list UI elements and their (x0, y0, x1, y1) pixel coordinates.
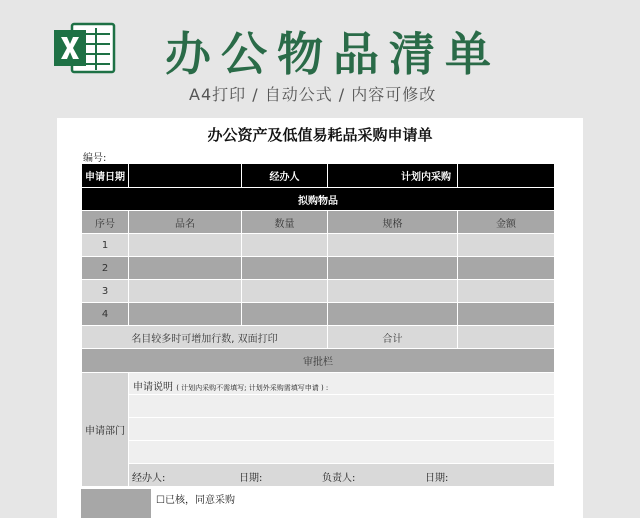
date-sign-label: 日期: (239, 473, 263, 484)
quantity-cell[interactable] (242, 280, 328, 303)
row-number: 4 (82, 303, 129, 326)
total-label: 合计 (328, 326, 458, 349)
divider (129, 440, 554, 441)
purchase-form-table (81, 163, 555, 487)
amount-cell[interactable] (458, 303, 555, 326)
row-number: 2 (82, 257, 129, 280)
column-header-row (82, 211, 555, 234)
column-header: 品名 (129, 211, 242, 234)
date-sign-label: 日期: (425, 473, 449, 484)
application-area[interactable] (129, 373, 555, 487)
application-note: ( 计划内采购不需填写; 计划外采购需填写申请 ) : (176, 384, 329, 392)
item-name-cell[interactable] (129, 303, 242, 326)
divider (129, 394, 554, 395)
document-number-label: 编号: (83, 153, 107, 164)
application-row (82, 373, 555, 487)
item-name-cell[interactable] (129, 257, 242, 280)
table-row (82, 280, 555, 303)
table-row (82, 257, 555, 280)
total-row (82, 326, 555, 349)
section-header-row (82, 188, 555, 211)
table-row (82, 234, 555, 257)
document-sheet (57, 118, 583, 518)
page-subtitle: A4打印 / 自动公式 / 内容可修改 (189, 85, 437, 104)
handler-sign-label: 经办人: (132, 473, 166, 484)
excel-icon (52, 20, 116, 76)
item-name-cell[interactable] (129, 280, 242, 303)
quantity-cell[interactable] (242, 234, 328, 257)
page-title: 办公物品清单 (165, 27, 501, 81)
plan-cell[interactable] (458, 164, 555, 188)
note-text: 名目较多时可增加行数, 双面打印 (82, 326, 328, 349)
amount-cell[interactable] (458, 280, 555, 303)
approval-check-text[interactable]: ☐已核，同意采购 (156, 495, 235, 506)
quantity-cell[interactable] (242, 257, 328, 280)
spec-cell[interactable] (328, 234, 458, 257)
handler-label: 经办人 (242, 164, 328, 188)
signature-row (129, 464, 554, 486)
column-header: 数量 (242, 211, 328, 234)
item-name-cell[interactable] (129, 234, 242, 257)
handler-cell[interactable] (328, 164, 458, 188)
next-section-label-cell (81, 489, 151, 518)
total-cell[interactable] (458, 326, 555, 349)
table-row (82, 303, 555, 326)
quantity-cell[interactable] (242, 303, 328, 326)
document-title: 办公资产及低值易耗品采购申请单 (207, 126, 433, 144)
date-cell[interactable] (129, 164, 242, 188)
application-label (133, 378, 328, 393)
row-number: 1 (82, 234, 129, 257)
column-header: 序号 (82, 211, 129, 234)
department-label: 申请部门 (82, 373, 129, 487)
date-label: 申请日期 (82, 164, 129, 188)
spec-cell[interactable] (328, 303, 458, 326)
approval-title: 审批栏 (82, 349, 555, 373)
info-row (82, 164, 555, 188)
column-header: 规格 (328, 211, 458, 234)
spec-cell[interactable] (328, 280, 458, 303)
spec-cell[interactable] (328, 257, 458, 280)
banner-header (0, 0, 640, 118)
row-number: 3 (82, 280, 129, 303)
amount-cell[interactable] (458, 234, 555, 257)
column-header: 金额 (458, 211, 555, 234)
plan-label: 计划内采购 (401, 172, 451, 183)
approval-header-row (82, 349, 555, 373)
application-title: 申请说明 (133, 382, 173, 393)
section-title: 拟购物品 (82, 188, 555, 211)
amount-cell[interactable] (458, 257, 555, 280)
manager-sign-label: 负责人: (322, 473, 356, 484)
divider (129, 417, 554, 418)
